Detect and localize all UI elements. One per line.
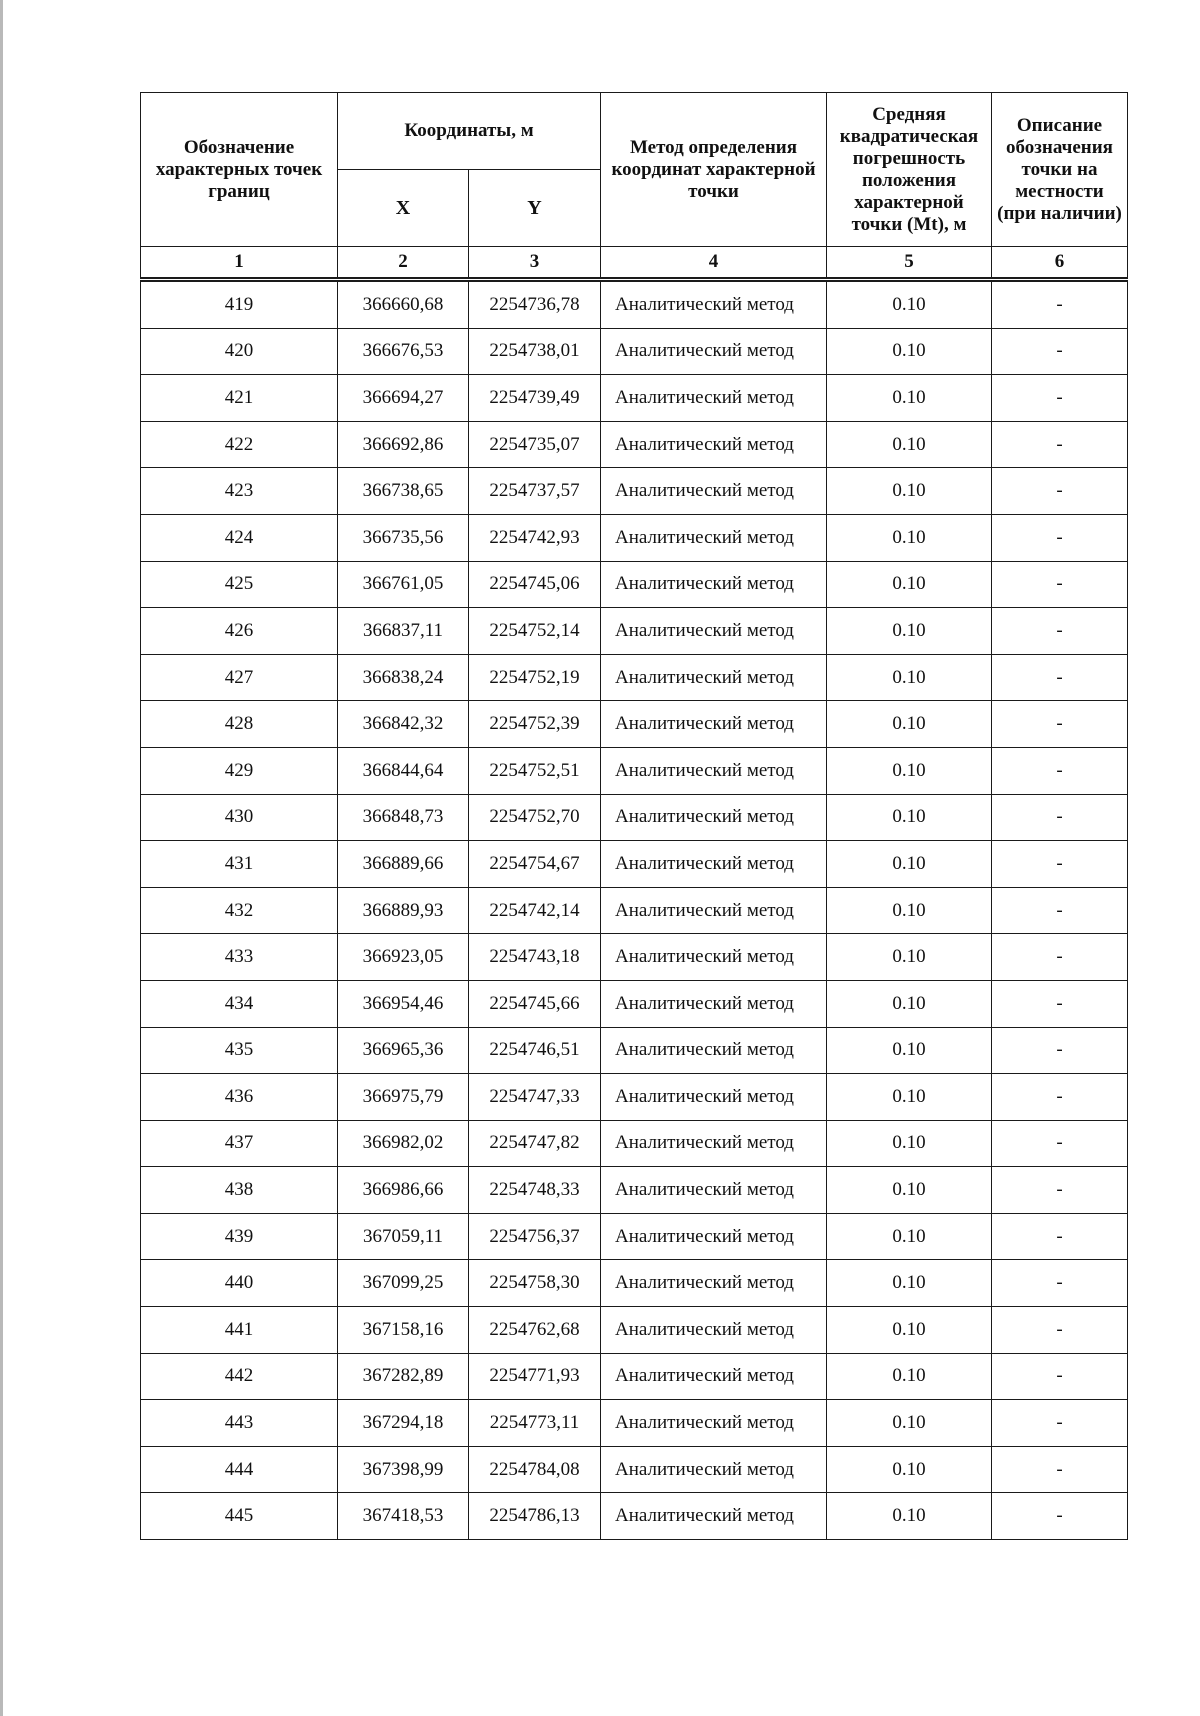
- boundary-points-table: [140, 92, 1128, 1540]
- cell-y-coordinate: 2254748,33: [469, 1167, 601, 1214]
- cell-point-number: 444: [141, 1446, 338, 1493]
- table-body: [141, 280, 1128, 1540]
- cell-x-coordinate: 367398,99: [338, 1446, 469, 1493]
- cell-description: -: [992, 980, 1128, 1027]
- cell-method: Аналитический метод: [601, 375, 827, 422]
- cell-description: -: [992, 794, 1128, 841]
- cell-point-number: 441: [141, 1307, 338, 1354]
- cell-description: -: [992, 1446, 1128, 1493]
- cell-x-coordinate: 366923,05: [338, 934, 469, 981]
- cell-point-number: 424: [141, 514, 338, 561]
- cell-error: 0.10: [827, 421, 992, 468]
- cell-x-coordinate: 366838,24: [338, 654, 469, 701]
- cell-method: Аналитический метод: [601, 1400, 827, 1447]
- cell-y-coordinate: 2254735,07: [469, 421, 601, 468]
- table-row: [141, 887, 1128, 934]
- table-header: [141, 93, 1128, 280]
- cell-description: -: [992, 654, 1128, 701]
- cell-y-coordinate: 2254752,70: [469, 794, 601, 841]
- cell-method: Аналитический метод: [601, 841, 827, 888]
- column-number-row: [141, 247, 1128, 280]
- cell-point-number: 428: [141, 701, 338, 748]
- cell-description: -: [992, 1213, 1128, 1260]
- cell-point-number: 437: [141, 1120, 338, 1167]
- cell-method: Аналитический метод: [601, 1213, 827, 1260]
- cell-x-coordinate: 367158,16: [338, 1307, 469, 1354]
- cell-method: Аналитический метод: [601, 980, 827, 1027]
- cell-description: -: [992, 1353, 1128, 1400]
- cell-y-coordinate: 2254739,49: [469, 375, 601, 422]
- cell-y-coordinate: 2254754,67: [469, 841, 601, 888]
- cell-x-coordinate: 366986,66: [338, 1167, 469, 1214]
- cell-description: -: [992, 421, 1128, 468]
- cell-point-number: 425: [141, 561, 338, 608]
- cell-method: Аналитический метод: [601, 1027, 827, 1074]
- table-row: [141, 468, 1128, 515]
- cell-error: 0.10: [827, 1120, 992, 1167]
- cell-point-number: 434: [141, 980, 338, 1027]
- cell-method: Аналитический метод: [601, 1353, 827, 1400]
- cell-error: 0.10: [827, 1493, 992, 1540]
- cell-point-number: 438: [141, 1167, 338, 1214]
- cell-description: -: [992, 1167, 1128, 1214]
- cell-x-coordinate: 366954,46: [338, 980, 469, 1027]
- cell-description: -: [992, 747, 1128, 794]
- cell-method: Аналитический метод: [601, 468, 827, 515]
- cell-y-coordinate: 2254745,06: [469, 561, 601, 608]
- cell-x-coordinate: 366889,93: [338, 887, 469, 934]
- cell-error: 0.10: [827, 747, 992, 794]
- cell-point-number: 435: [141, 1027, 338, 1074]
- cell-method: Аналитический метод: [601, 561, 827, 608]
- cell-method: Аналитический метод: [601, 794, 827, 841]
- cell-point-number: 422: [141, 421, 338, 468]
- cell-point-number: 427: [141, 654, 338, 701]
- cell-y-coordinate: 2254745,66: [469, 980, 601, 1027]
- cell-point-number: 442: [141, 1353, 338, 1400]
- cell-point-number: 430: [141, 794, 338, 841]
- cell-method: Аналитический метод: [601, 608, 827, 655]
- cell-method: Аналитический метод: [601, 421, 827, 468]
- cell-method: Аналитический метод: [601, 328, 827, 375]
- table-row: [141, 1446, 1128, 1493]
- cell-error: 0.10: [827, 701, 992, 748]
- cell-point-number: 426: [141, 608, 338, 655]
- table-row: [141, 1260, 1128, 1307]
- cell-method: Аналитический метод: [601, 1446, 827, 1493]
- cell-point-number: 433: [141, 934, 338, 981]
- cell-y-coordinate: 2254786,13: [469, 1493, 601, 1540]
- cell-error: 0.10: [827, 1400, 992, 1447]
- cell-point-number: 432: [141, 887, 338, 934]
- cell-x-coordinate: 366735,56: [338, 514, 469, 561]
- cell-method: Аналитический метод: [601, 747, 827, 794]
- table-row: [141, 1167, 1128, 1214]
- cell-y-coordinate: 2254773,11: [469, 1400, 601, 1447]
- cell-error: 0.10: [827, 468, 992, 515]
- table-row: [141, 1120, 1128, 1167]
- column-number: 4: [601, 247, 827, 280]
- cell-method: Аналитический метод: [601, 280, 827, 329]
- header-method: Метод определения координат характерной точки: [601, 93, 827, 247]
- cell-description: -: [992, 375, 1128, 422]
- cell-description: -: [992, 468, 1128, 515]
- header-x: X: [338, 170, 469, 247]
- table-row: [141, 980, 1128, 1027]
- table-row: [141, 1213, 1128, 1260]
- cell-method: Аналитический метод: [601, 934, 827, 981]
- header-coordinates: Координаты, м: [338, 93, 601, 170]
- table-row: [141, 514, 1128, 561]
- cell-point-number: 423: [141, 468, 338, 515]
- table-row: [141, 421, 1128, 468]
- cell-x-coordinate: 366837,11: [338, 608, 469, 655]
- cell-y-coordinate: 2254747,33: [469, 1074, 601, 1121]
- table-row: [141, 1493, 1128, 1540]
- cell-y-coordinate: 2254784,08: [469, 1446, 601, 1493]
- cell-x-coordinate: 366889,66: [338, 841, 469, 888]
- cell-point-number: 421: [141, 375, 338, 422]
- cell-y-coordinate: 2254736,78: [469, 280, 601, 329]
- cell-description: -: [992, 1260, 1128, 1307]
- cell-x-coordinate: 366694,27: [338, 375, 469, 422]
- cell-x-coordinate: 367294,18: [338, 1400, 469, 1447]
- cell-method: Аналитический метод: [601, 654, 827, 701]
- column-number: 5: [827, 247, 992, 280]
- table-row: [141, 1353, 1128, 1400]
- cell-description: -: [992, 1120, 1128, 1167]
- table-row: [141, 561, 1128, 608]
- cell-error: 0.10: [827, 934, 992, 981]
- cell-point-number: 420: [141, 328, 338, 375]
- column-number: 3: [469, 247, 601, 280]
- cell-y-coordinate: 2254747,82: [469, 1120, 601, 1167]
- cell-error: 0.10: [827, 841, 992, 888]
- cell-point-number: 419: [141, 280, 338, 329]
- cell-x-coordinate: 366676,53: [338, 328, 469, 375]
- cell-y-coordinate: 2254756,37: [469, 1213, 601, 1260]
- cell-description: -: [992, 934, 1128, 981]
- cell-x-coordinate: 366692,86: [338, 421, 469, 468]
- cell-description: -: [992, 514, 1128, 561]
- cell-x-coordinate: 366982,02: [338, 1120, 469, 1167]
- cell-method: Аналитический метод: [601, 701, 827, 748]
- cell-description: -: [992, 841, 1128, 888]
- cell-description: -: [992, 1074, 1128, 1121]
- cell-error: 0.10: [827, 280, 992, 329]
- cell-method: Аналитический метод: [601, 1493, 827, 1540]
- cell-x-coordinate: 366848,73: [338, 794, 469, 841]
- cell-x-coordinate: 367418,53: [338, 1493, 469, 1540]
- cell-error: 0.10: [827, 1260, 992, 1307]
- cell-description: -: [992, 701, 1128, 748]
- table-row: [141, 794, 1128, 841]
- cell-y-coordinate: 2254743,18: [469, 934, 601, 981]
- header-description: Описание обозначения точки на местности (при наличии): [992, 93, 1128, 247]
- cell-point-number: 431: [141, 841, 338, 888]
- cell-x-coordinate: 367059,11: [338, 1213, 469, 1260]
- cell-y-coordinate: 2254738,01: [469, 328, 601, 375]
- cell-method: Аналитический метод: [601, 1307, 827, 1354]
- cell-point-number: 436: [141, 1074, 338, 1121]
- table-row: [141, 934, 1128, 981]
- cell-y-coordinate: 2254752,19: [469, 654, 601, 701]
- table-row: [141, 1027, 1128, 1074]
- cell-description: -: [992, 1493, 1128, 1540]
- table-row: [141, 841, 1128, 888]
- table-row: [141, 1307, 1128, 1354]
- cell-x-coordinate: 366965,36: [338, 1027, 469, 1074]
- table-row: [141, 375, 1128, 422]
- header-y: Y: [469, 170, 601, 247]
- cell-error: 0.10: [827, 1027, 992, 1074]
- table-row: [141, 1074, 1128, 1121]
- cell-method: Аналитический метод: [601, 1167, 827, 1214]
- cell-y-coordinate: 2254742,14: [469, 887, 601, 934]
- header-mean-square-error: Средняя квадратическая погрешность положения характерной точки (Mt), м: [827, 93, 992, 247]
- table-row: [141, 328, 1128, 375]
- column-number: 1: [141, 247, 338, 280]
- cell-description: -: [992, 1027, 1128, 1074]
- table-row: [141, 1400, 1128, 1447]
- cell-y-coordinate: 2254758,30: [469, 1260, 601, 1307]
- column-number: 2: [338, 247, 469, 280]
- cell-y-coordinate: 2254737,57: [469, 468, 601, 515]
- cell-error: 0.10: [827, 887, 992, 934]
- cell-x-coordinate: 367282,89: [338, 1353, 469, 1400]
- cell-error: 0.10: [827, 514, 992, 561]
- table-row: [141, 654, 1128, 701]
- cell-error: 0.10: [827, 1353, 992, 1400]
- cell-error: 0.10: [827, 1307, 992, 1354]
- cell-x-coordinate: 367099,25: [338, 1260, 469, 1307]
- cell-error: 0.10: [827, 794, 992, 841]
- cell-x-coordinate: 366761,05: [338, 561, 469, 608]
- cell-description: -: [992, 608, 1128, 655]
- cell-method: Аналитический метод: [601, 1260, 827, 1307]
- document-page: [140, 92, 1127, 1540]
- cell-description: -: [992, 1400, 1128, 1447]
- column-number: 6: [992, 247, 1128, 280]
- table-row: [141, 747, 1128, 794]
- cell-error: 0.10: [827, 375, 992, 422]
- header-row: [141, 93, 1128, 170]
- cell-error: 0.10: [827, 1167, 992, 1214]
- cell-y-coordinate: 2254746,51: [469, 1027, 601, 1074]
- cell-error: 0.10: [827, 1213, 992, 1260]
- cell-x-coordinate: 366844,64: [338, 747, 469, 794]
- cell-y-coordinate: 2254771,93: [469, 1353, 601, 1400]
- cell-point-number: 440: [141, 1260, 338, 1307]
- cell-x-coordinate: 366975,79: [338, 1074, 469, 1121]
- table-row: [141, 280, 1128, 329]
- table-row: [141, 701, 1128, 748]
- cell-description: -: [992, 328, 1128, 375]
- cell-y-coordinate: 2254752,14: [469, 608, 601, 655]
- cell-x-coordinate: 366842,32: [338, 701, 469, 748]
- cell-error: 0.10: [827, 608, 992, 655]
- cell-method: Аналитический метод: [601, 1074, 827, 1121]
- cell-error: 0.10: [827, 1074, 992, 1121]
- table-row: [141, 608, 1128, 655]
- cell-y-coordinate: 2254752,39: [469, 701, 601, 748]
- cell-error: 0.10: [827, 1446, 992, 1493]
- cell-method: Аналитический метод: [601, 1120, 827, 1167]
- cell-point-number: 429: [141, 747, 338, 794]
- cell-error: 0.10: [827, 654, 992, 701]
- cell-error: 0.10: [827, 561, 992, 608]
- cell-description: -: [992, 1307, 1128, 1354]
- header-point-designation: Обозначение характерных точек границ: [141, 93, 338, 247]
- scan-edge: [0, 0, 3, 1716]
- cell-error: 0.10: [827, 328, 992, 375]
- cell-error: 0.10: [827, 980, 992, 1027]
- cell-method: Аналитический метод: [601, 514, 827, 561]
- cell-method: Аналитический метод: [601, 887, 827, 934]
- cell-description: -: [992, 887, 1128, 934]
- cell-y-coordinate: 2254752,51: [469, 747, 601, 794]
- cell-description: -: [992, 561, 1128, 608]
- cell-description: -: [992, 280, 1128, 329]
- cell-x-coordinate: 366660,68: [338, 280, 469, 329]
- cell-point-number: 445: [141, 1493, 338, 1540]
- cell-y-coordinate: 2254742,93: [469, 514, 601, 561]
- cell-point-number: 439: [141, 1213, 338, 1260]
- cell-y-coordinate: 2254762,68: [469, 1307, 601, 1354]
- cell-point-number: 443: [141, 1400, 338, 1447]
- cell-x-coordinate: 366738,65: [338, 468, 469, 515]
